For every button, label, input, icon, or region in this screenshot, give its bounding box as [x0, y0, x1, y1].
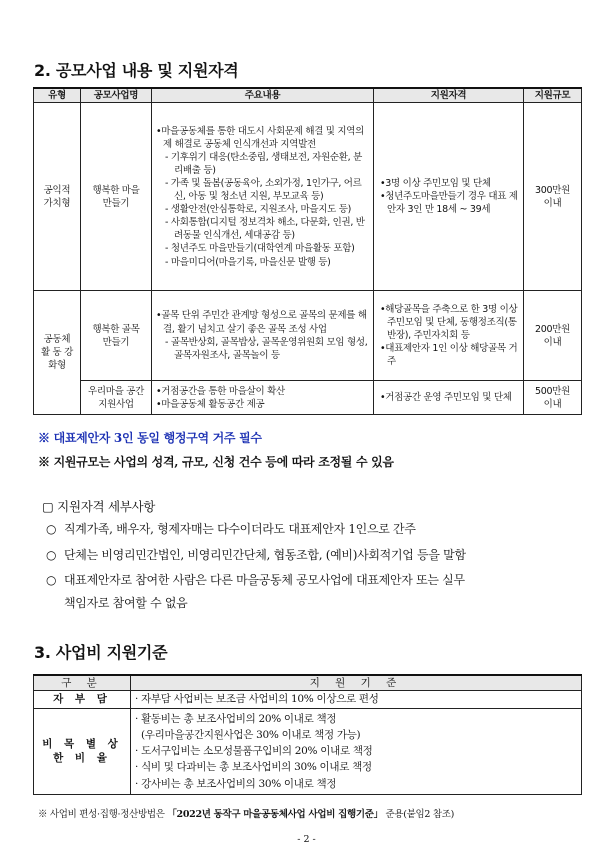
row-main-content — [152, 291, 374, 381]
content-line: - 청년주도 마을만들기(대학연계 마을활동 포함) — [165, 243, 355, 255]
row-value — [131, 691, 582, 708]
row-scale: 200만원 이내 — [524, 291, 582, 381]
header-criteria: 지 원 기 준 — [131, 675, 582, 691]
row-scale: 500만원 이내 — [524, 381, 582, 415]
note-scale-adjustable: ※ 지원규모는 사업의 성격, 규모, 신청 건수 등에 따라 조정될 수 있음 — [38, 455, 394, 469]
header-type: 유형 — [34, 88, 81, 103]
row-program-name: 우리마을 공간지원사업 — [81, 381, 152, 415]
row-main-content — [152, 103, 374, 291]
row-value — [131, 708, 582, 794]
row-type: 공익적 가치형 — [34, 103, 81, 291]
row-main-content — [152, 381, 374, 415]
content-line: - 마을미디어(마을기록, 마을신문 발행 등) — [165, 256, 331, 268]
footnote — [38, 806, 454, 820]
row-qualification — [374, 103, 524, 291]
qualification-details-heading: ▢ 지원자격 세부사항 — [42, 499, 156, 514]
table-row — [34, 381, 582, 415]
table-header-row — [34, 88, 582, 103]
content-line: - 가족 및 돌봄(공동육아, 소외가정, 1인가구, 어르신, 아동 및 청소년 지원, 부모교육 등) — [165, 177, 362, 203]
criteria-line: · 식비 및 다과비는 총 보조사업비의 30% 이내로 책정 — [135, 761, 372, 774]
budget-criteria-table — [33, 674, 582, 795]
criteria-line: (우리마을공간지원사업은 30% 이내로 책정 가능) — [141, 728, 361, 741]
table-row — [34, 103, 582, 291]
content-line: •마을공동체를 통한 대도시 사회문제 해결 및 지역의제 해결로 공동체 인식개선과 지역발전 — [156, 125, 365, 150]
support-program-table — [33, 87, 582, 415]
criteria-line: · 자부담 사업비는 보조금 사업비의 10% 이상으로 편성 — [135, 693, 379, 706]
list-item — [46, 569, 591, 615]
row-program-name: 행복한 마을만들기 — [81, 103, 152, 291]
page-number: - 2 - — [297, 834, 316, 845]
table-row — [34, 708, 582, 794]
qualification-line: •3명 이상 주민모임 및 단체 — [380, 177, 491, 189]
row-label: 비 목 별 상 한 비 율 — [34, 708, 131, 794]
header-category: 구 분 — [34, 675, 131, 691]
row-type: 공동체 활 동 강화형 — [34, 291, 81, 415]
content-line: •거점공간을 통한 마을살이 확산 — [156, 385, 285, 397]
qualification-line: •해당골목을 주축으로 한 3명 이상 주민모임 및 단체, 동행정조직(통반장), 주민자치회 등 — [380, 303, 518, 342]
content-line: •골목 단위 주민간 관계망 형성으로 골목의 문제를 해결, 활기 넘치고 살기 좋은 골목 조성 사업 — [156, 310, 367, 335]
qualification-line: •청년주도마을만들기 경우 대표 제안자 3인 만 18세 ~ 39세 — [380, 191, 518, 216]
circle-bullet-icon: ○ — [46, 548, 57, 562]
footnote-suffix: 준용(붙임2 참조) — [382, 809, 455, 820]
row-qualification — [374, 291, 524, 381]
list-item-text: 대표제안자로 참여한 사람은 다른 마을공동체 공모사업에 대표제안자 또는 실무 — [64, 573, 465, 587]
content-line: - 사회통합(디지털 정보격차 해소, 다문화, 인권, 반려동물 인식개선, 세대공감 등) — [165, 217, 365, 242]
list-item — [46, 518, 591, 541]
footnote-prefix: ※ 사업비 편성·집행·정산방법은 — [38, 809, 168, 820]
qualification-line: •대표제안자 1인 이상 해당골목 거주 — [380, 343, 518, 368]
footnote-bold: 「2022년 동작구 마을공동체사업 사업비 집행기준」 — [167, 809, 383, 820]
header-main-content: 주요내용 — [152, 88, 374, 103]
note-residence-required: ※ 대표제안자 3인 동일 행정구역 거주 필수 — [38, 431, 262, 445]
header-qualification: 지원자격 — [374, 88, 524, 103]
row-scale: 300만원 이내 — [524, 103, 582, 291]
content-line: - 생활안전(안심통학로, 지원조사, 마을지도 등) — [165, 204, 352, 216]
row-label: 자 부 담 — [34, 691, 131, 708]
qualification-line: •거점공간 운영 주민모임 및 단체 — [380, 392, 512, 404]
table-row — [34, 691, 582, 708]
table-header-row — [34, 675, 582, 691]
circle-bullet-icon: ○ — [46, 573, 57, 587]
circle-bullet-icon: ○ — [46, 522, 57, 536]
header-program-name: 공모사업명 — [81, 88, 152, 103]
table-row — [34, 291, 582, 381]
criteria-line: · 도서구입비는 소모성물품구입비의 20% 이내로 책정 — [135, 745, 373, 758]
list-item — [46, 544, 591, 567]
row-qualification — [374, 381, 524, 415]
content-line: - 기후위기 대응(탄소중립, 생태보전, 자원순환, 분리배출 등) — [165, 151, 362, 176]
section-2-title: 2. 공모사업 내용 및 지원자격 — [34, 61, 239, 80]
list-item-text: 직계가족, 배우자, 형제자매는 다수이더라도 대표제안자 1인으로 간주 — [64, 522, 416, 536]
list-item-text-continued: 책임자로 참여할 수 없음 — [64, 595, 188, 610]
section-3-title: 3. 사업비 지원기준 — [34, 643, 168, 662]
criteria-line: · 강사비는 총 보조사업비의 30% 이내로 책정 — [135, 777, 337, 790]
list-item-text: 단체는 비영리민간법인, 비영리민간단체, 협동조합, (예비)사회적기업 등을 말함 — [64, 548, 466, 562]
content-line: •마을공동체 활동공간 제공 — [156, 398, 265, 410]
criteria-line: · 활동비는 총 보조사업비의 20% 이내로 책정 — [135, 712, 337, 725]
content-line: - 골목반상회, 골목밥상, 골목운영위원회 모임 형성, 골목자원조사, 골목놀이 등 — [165, 336, 368, 361]
header-scale: 지원규모 — [524, 88, 582, 103]
row-program-name: 행복한 골목만들기 — [81, 291, 152, 381]
